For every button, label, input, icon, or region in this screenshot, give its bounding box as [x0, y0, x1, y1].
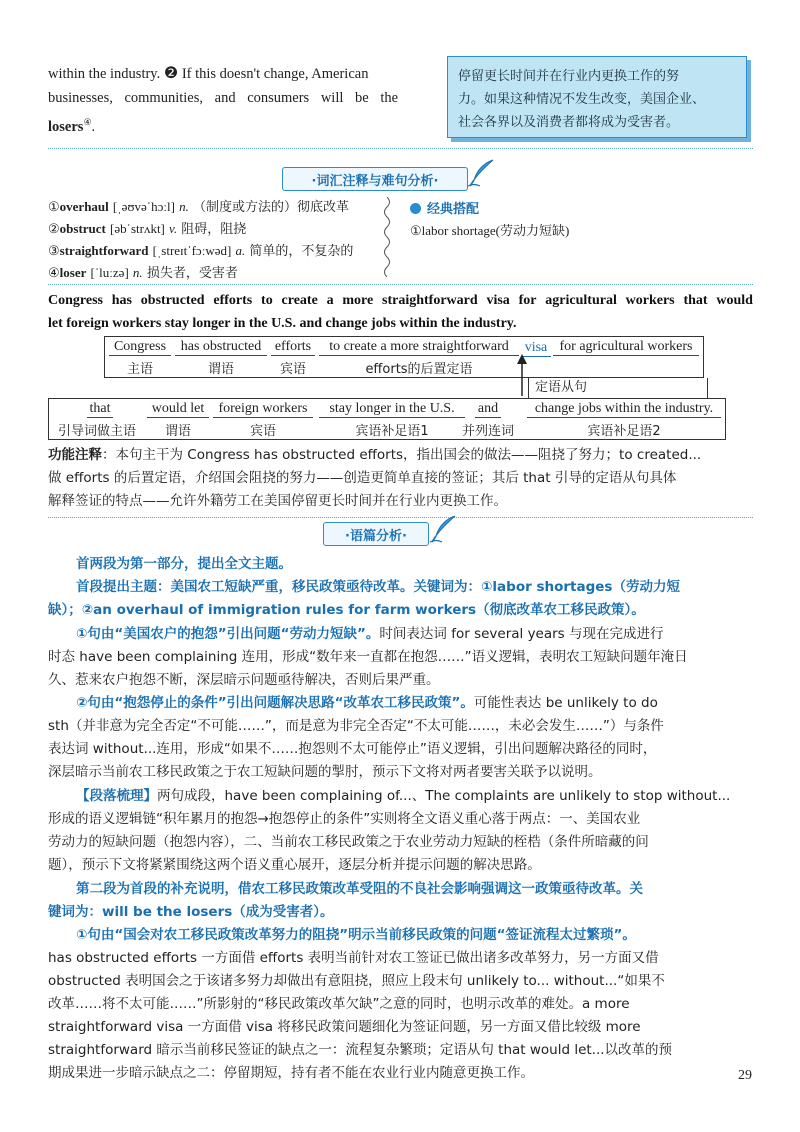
- parse-table-2: [48, 398, 726, 440]
- key-sentence-line-1: [48, 289, 753, 312]
- quill-pen-icon: [466, 158, 496, 188]
- discourse-p7-line-1: has obstructed efforts 一方面借 efforts 表明当前针对农工签证已做出诸多改革努力，另一方面又借: [48, 950, 659, 966]
- pt1-word-to-create: to create a more straightforward: [319, 339, 519, 356]
- key-sentence-word: workers: [625, 293, 675, 308]
- discourse-p4-line-2: sth（并非意为完全否定“不可能……”，而是意为非完全否定“不太可能……，未必会发生……”）与条件: [48, 718, 664, 734]
- key-sentence-word: straightforward: [382, 293, 478, 308]
- translation-box: [447, 56, 747, 138]
- key-sentence: [48, 289, 753, 335]
- pt2-word-would-let: would let: [147, 401, 209, 418]
- pt2-word-change-jobs: change jobs within the industry.: [527, 401, 721, 418]
- vocab-section-heading: ·词汇注释与难句分析·: [282, 167, 468, 191]
- pt2-word-and: and: [475, 401, 501, 418]
- key-sentence-word: has: [111, 293, 132, 308]
- circled-number-2: ❷: [163, 65, 179, 82]
- pt1-role-object: 宾语: [279, 362, 306, 377]
- discourse-p7-line-4: straightforward visa 一方面借 visa 将移民政策问题细化为签证问题，另一方面又借比较级 more: [48, 1019, 641, 1035]
- top-english-paragraph: [48, 62, 438, 139]
- function-note: [48, 444, 753, 513]
- footnote-marker-4: ④: [83, 117, 92, 127]
- pt1-role-predicate: 谓语: [207, 362, 234, 377]
- pt1-word-congress: Congress: [109, 339, 171, 356]
- discourse-p5-line-4: 题），预示下文将紧紧围绕这两个语义重心展开，逐层分析并提示问题的解决思路。: [48, 857, 541, 873]
- pt1-role-postmodifier: efforts的后置定语: [365, 362, 473, 377]
- function-note-line-2: 做 efforts 的后置定语，介绍国会阻挠的努力——创造更简单直接的签证；其后 that 引导的定语从句具体: [48, 470, 677, 486]
- vocab-item-straightforward: ③straightforward [ˌstreɪtˈfɔːwəd] a. 简单的，不复杂的: [48, 243, 354, 259]
- key-sentence-word: Congress: [48, 293, 103, 308]
- discourse-p3-line-1: 时间表达词 for several years 与现在完成进行: [379, 626, 664, 642]
- discourse-p4-line-3: 表达词 without...连用，形成“如果不……抱怨则不太可能停止”语义逻辑，引出问题解决路径的同时，: [48, 741, 657, 757]
- top-line-2-text: businesses, communities, and consumers will be the: [48, 90, 399, 106]
- dotted-divider-2: [48, 284, 753, 285]
- discourse-p4-line-1: 可能性表达 be unlikely to do: [473, 695, 658, 711]
- discourse-p6-line-1: 第二段为首段的补充说明，借农工移民政策改革受阻的不良社会影响强调这一政策亟待改革。关: [76, 881, 643, 897]
- pt2-role-conjunction: 并列连词: [461, 424, 514, 439]
- discourse-p3-line-3: 久、惹来农户抱怨不断，深层暗示问题亟待解决，否则后果严重。: [48, 672, 440, 688]
- vocab-list: [48, 196, 353, 284]
- top-line-1-text: within the industry. ❷ If this doesn't change, American: [48, 65, 369, 82]
- top-line-1: [48, 62, 438, 86]
- discourse-p6-line-2: 键词为：will be the losers（成为受害者）。: [48, 904, 334, 920]
- classic-item-1: ①labor shortage(劳动力短缺): [410, 223, 570, 238]
- discourse-p4: [48, 692, 753, 784]
- parse-table-1: [104, 336, 704, 378]
- key-sentence-word: would: [716, 293, 753, 308]
- pt2-word-that: that: [87, 401, 113, 418]
- pt2-role-object: 宾语: [249, 424, 276, 439]
- key-sentence-word: that: [683, 293, 708, 308]
- discourse-p4-head: ②句由“抱怨停止的条件”引出问题解决思路“改革农工移民政策”。: [76, 695, 474, 711]
- key-sentence-word: create: [281, 293, 318, 308]
- discourse-p3-line-2: 时态 have been complaining 连用，形成“数年来一直都在抱怨……”语义逻辑，表明农工短缺问题年淹日: [48, 649, 688, 665]
- page-number: 29: [738, 1068, 752, 1083]
- pt1-role-subject: 主语: [126, 362, 153, 377]
- discourse-p4-line-4: 深层暗示当前农工移民政策之于农工短缺问题的掣肘，预示下文将对两者要害关联予以说明。: [48, 764, 602, 780]
- pt1-word-has-obstructed: has obstructed: [175, 339, 267, 356]
- blue-bullet-icon: [410, 203, 421, 214]
- classic-collocations: [410, 199, 569, 241]
- key-sentence-word: to: [261, 293, 273, 308]
- dotted-divider-3: [48, 517, 753, 518]
- key-sentence-word: for: [518, 293, 537, 308]
- paragraph-summary-label: 【段落梳理】: [76, 788, 157, 804]
- wavy-separator: [380, 197, 394, 277]
- top-line-3: [48, 110, 438, 139]
- discourse-p2: [48, 576, 753, 622]
- pt2-word-stay-longer: stay longer in the U.S.: [319, 401, 465, 418]
- pt2-role-complement-1: 宾语补足语1: [355, 424, 429, 439]
- discourse-p3-head: ①句由“美国农户的抱怨”引出问题“劳动力短缺”。: [76, 626, 380, 642]
- discourse-p7-line-2: obstructed 表明国会之于该诸多努力却做出有意阻挠，照应上段末句 unlikely to... without...“如果不: [48, 973, 665, 989]
- translation-line-2: 力。如果这种情况不发生改变，美国企业、: [458, 92, 706, 107]
- relative-clause-label: 定语从句: [528, 378, 708, 398]
- vocab-item-overhaul: ①overhaul [ˌəʊvəˈhɔːl] n. （制度或方法的）彻底改革: [48, 199, 349, 215]
- discourse-p7-head: ①句由“国会对农工移民政策改革努力的阻挠”明示当前移民政策的问题“签证流程太过繁琐”。: [76, 927, 636, 943]
- discourse-p5-line-1: 两句成段，have been complaining of...、The complaints are unlikely to stop without...: [157, 788, 731, 804]
- vocab-item-obstruct: ②obstruct [əbˈstrʌkt] v. 阻碍，阻挠: [48, 221, 247, 237]
- discourse-p5-line-3: 劳动力的短缺问题（抱怨内容），二、当前农工移民政策之于农业劳动力短缺的桎梏（条件所暗藏的问: [48, 834, 649, 850]
- pt2-role-predicate: 谓语: [164, 424, 191, 439]
- discourse-p1: 首两段为第一部分，提出全文主题。: [76, 556, 292, 572]
- pt2-role-relative-subject: 引导词做主语: [57, 424, 136, 439]
- key-sentence-word: obstructed: [140, 293, 205, 308]
- key-sentence-word: more: [342, 293, 374, 308]
- function-note-line-3: 解释签证的特点——允许外籍劳工在美国停留更长时间并在行业内更换工作。: [48, 493, 507, 509]
- function-note-label: 功能注释: [48, 447, 102, 463]
- pt2-role-complement-2: 宾语补足语2: [587, 424, 661, 439]
- translation-line-3: 社会各界以及消费者都将成为受害者。: [458, 115, 680, 130]
- pt1-word-for-agricultural-workers: for agricultural workers: [553, 339, 699, 356]
- discourse-p2-line-2: 缺）；②an overhaul of immigration rules for farm workers（彻底改革农工移民政策）。: [48, 602, 645, 618]
- vocab-item-loser: ④loser [ˈluːzə] n. 损失者，受害者: [48, 265, 238, 281]
- discourse-p3: [48, 623, 753, 692]
- discourse-p5-line-2: 形成的语义逻辑链“积年累月的抱怨→抱怨停止的条件”实则将全文语义重心落于两点：一、美国农业: [48, 811, 641, 827]
- key-sentence-word: visa: [486, 293, 510, 308]
- function-note-line-1: ：本句主干为 Congress has obstructed efforts，指出国会的做法——阻挠了努力；to created...: [102, 447, 702, 463]
- discourse-p7-line-6: 期成果进一步暗示缺点之二：停留期短，持有者不能在农业行业内随意更换工作。: [48, 1065, 534, 1081]
- discourse-section-heading: ·语篇分析·: [323, 522, 429, 546]
- discourse-p7: [48, 924, 753, 1085]
- pt1-word-visa: visa: [521, 340, 551, 357]
- key-sentence-word: a: [326, 293, 334, 308]
- pt2-word-foreign-workers: foreign workers: [213, 401, 313, 418]
- arrow-up-icon: [515, 352, 529, 398]
- classic-title: 经典搭配: [410, 199, 569, 220]
- discourse-p6: [48, 878, 753, 924]
- key-sentence-word: agricultural: [545, 293, 617, 308]
- dotted-divider: [48, 148, 753, 149]
- word-losers: losers: [48, 118, 84, 135]
- key-sentence-line-2: let foreign workers stay longer in the U.S. and change jobs within the industry.: [48, 316, 517, 331]
- discourse-p7-line-5: straightforward 暗示当前移民签证的缺点之一：流程复杂繁琐；定语从句 that would let...以改革的预: [48, 1042, 673, 1058]
- translation-line-1: 停留更长时间并在行业内更换工作的努: [458, 69, 680, 84]
- discourse-p2-line-1: 首段提出主题：美国农工短缺严重，移民政策亟待改革。关键词为：①labor shortages（劳动力短: [76, 579, 680, 595]
- quill-pen-icon-2: [428, 514, 458, 544]
- discourse-p5: [48, 785, 753, 877]
- key-sentence-word: efforts: [213, 293, 253, 308]
- period: .: [91, 118, 96, 135]
- discourse-p7-line-3: 改革……将不太可能……”所影射的“移民政策改革欠缺”之意的同时，也明示改革的难处。a more: [48, 996, 630, 1012]
- top-line-2: [48, 86, 438, 110]
- pt1-word-efforts: efforts: [271, 339, 315, 356]
